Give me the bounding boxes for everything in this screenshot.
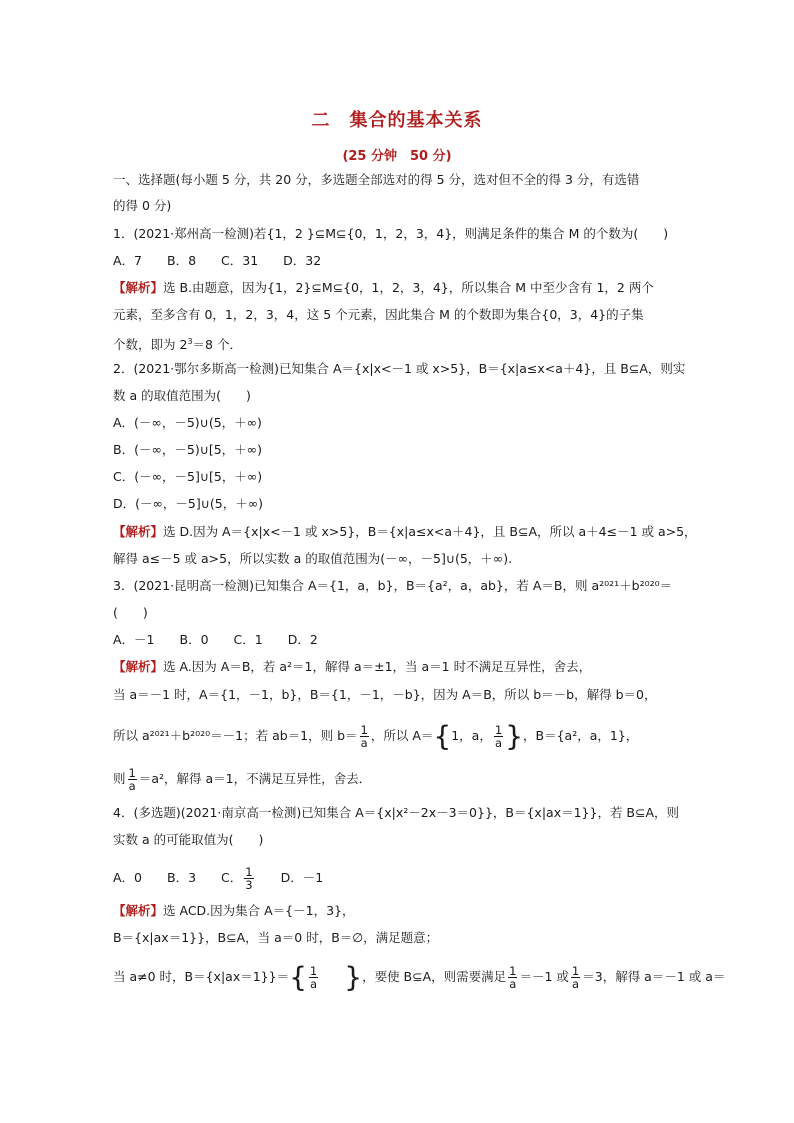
q3-solution-line4: 则 $\frac{1}{a}$ ＝a²，解得 a＝1，不满足互异性，舍去． (113, 766, 372, 793)
document-subtitle: (25 分钟 50 分) (342, 149, 452, 164)
q2-stem-line1: 2．(2021·鄂尔多斯高一检测)已知集合 A＝{x|x<－1 或 x>5}，B＝{x|a≤x<a＋4}，且 B⊆A，则实 (113, 361, 686, 376)
section-instructions-line1: 一、选择题(每小题 5 分，共 20 分，多选题全部选对的得 5 分，选对但不全的得 3 分，有选错 (113, 172, 640, 187)
fraction-one-over-a: $\frac{1}{a}$ (509, 964, 517, 991)
solution-tag: 【解析】 (113, 903, 164, 918)
fraction-one-over-three: $\frac{1}{3}$ (245, 865, 253, 892)
solution-tag: 【解析】 (113, 659, 164, 674)
q4-stem-line2: 实数 a 的可能取值为( ) (113, 832, 264, 847)
section-instructions-line2: 的得 0 分) (113, 198, 172, 213)
q1-options: A．7 B．8 C．31 D．32 (113, 253, 322, 268)
fraction-one-over-a: $\frac{1}{a}$ (571, 964, 580, 991)
q1-solution-line1: 【解析】选 B.由题意，因为{1，2}⊆M⊆{0，1，2，3，4}，所以集合 M 中至少含有 1，2 两个 (113, 280, 654, 295)
q2-stem-line2: 数 a 的取值范围为( ) (113, 388, 251, 403)
solution-tag: 【解析】 (113, 524, 164, 539)
q4-stem-line1: 4．(多选题)(2021·南京高一检测)已知集合 A＝{x|x²－2x－3＝0}}，B＝{x|ax＝1}}，若 B⊆A，则 (113, 805, 680, 820)
q3-solution-line1: 【解析】选 A.因为 A＝B，若 a²＝1，解得 a＝±1，当 a＝1 时不满足互异性，舍去， (113, 659, 592, 674)
q3-stem-line1: 3．(2021·昆明高一检测)已知集合 A＝{1，a，b}，B＝{a²，a，ab}，若 A＝B，则 a²⁰²¹＋b²⁰²⁰＝ (113, 578, 673, 593)
q1-stem: 1．(2021·郑州高一检测)若{1，2 }⊆M⊆{0，1，2，3，4}，则满足条件的集合 M 的个数为( ) (113, 226, 669, 241)
q2-option-d: D．(－∞，－5]∪(5，＋∞) (113, 496, 264, 511)
q2-solution-line2: 解得 a≤－5 或 a>5，所以实数 a 的取值范围为(－∞，－5]∪(5，＋∞). (113, 551, 513, 566)
q3-options: A．－1 B．0 C．1 D．2 (113, 632, 318, 647)
q3-solution-line2: 当 a＝－1 时，A＝{1，－1，b}，B＝{1，－1，－b}，因为 A＝B，所以 b＝－b，解得 b＝0， (113, 687, 657, 702)
q3-solution-line3: 所以 a²⁰²¹＋b²⁰²⁰＝－1；若 ab＝1，则 b＝ $\frac{1}{a}$ ，所以 A＝{1，a， $\frac{1}{a}$ }，B＝{a²，a，1}， (113, 719, 639, 753)
q4-options: A．0 B．3 C． $\frac{1}{3}$ D．－1 (113, 865, 324, 892)
fraction-one-over-a: $\frac{1}{a}$ (494, 723, 503, 750)
q4-solution-line1: 【解析】选 ACD.因为集合 A＝{－1，3}， (113, 903, 355, 918)
q2-option-c: C．(－∞，－5]∪[5，＋∞) (113, 469, 263, 484)
q2-option-a: A．(－∞，－5)∪(5，＋∞) (113, 415, 262, 430)
q4-solution-line3: 当 a≠0 时，B＝{x|ax＝1}}＝{ $\frac{1}{a}$ }，要使 B⊆A，则需要满足 $\frac{1}{a}$ ＝－1 或 $\frac{1}{a}$ ＝3，解得 a＝－1 或 a＝ (113, 960, 726, 994)
solution-tag: 【解析】 (113, 280, 164, 295)
fraction-one-over-a: $\frac{1}{a}$ (309, 964, 318, 991)
q4-solution-line2: B＝{x|ax＝1}}，B⊆A，当 a＝0 时，B＝∅，满足题意； (113, 930, 439, 945)
q3-stem-line2: ( ) (113, 605, 148, 620)
fraction-one-over-a: $\frac{1}{a}$ (128, 766, 136, 793)
q2-option-b: B．(－∞，－5)∪[5，＋∞) (113, 442, 262, 457)
fraction-one-over-a: $\frac{1}{a}$ (360, 723, 368, 750)
document-title: 二 集合的基本关系 (311, 110, 483, 131)
q1-solution-line2: 元素，至多含有 0，1，2，3，4，这 5 个元素，因此集合 M 的个数即为集合{0，3，4}的子集 (113, 307, 644, 322)
q2-solution-line1: 【解析】选 D.因为 A＝{x|x<－1 或 x>5}，B＝{x|a≤x<a＋4}，且 B⊆A，所以 a＋4≤－1 或 a>5， (113, 524, 697, 539)
q1-solution-line3: 个数，即为 $2^3=8$ 个． (113, 337, 242, 353)
